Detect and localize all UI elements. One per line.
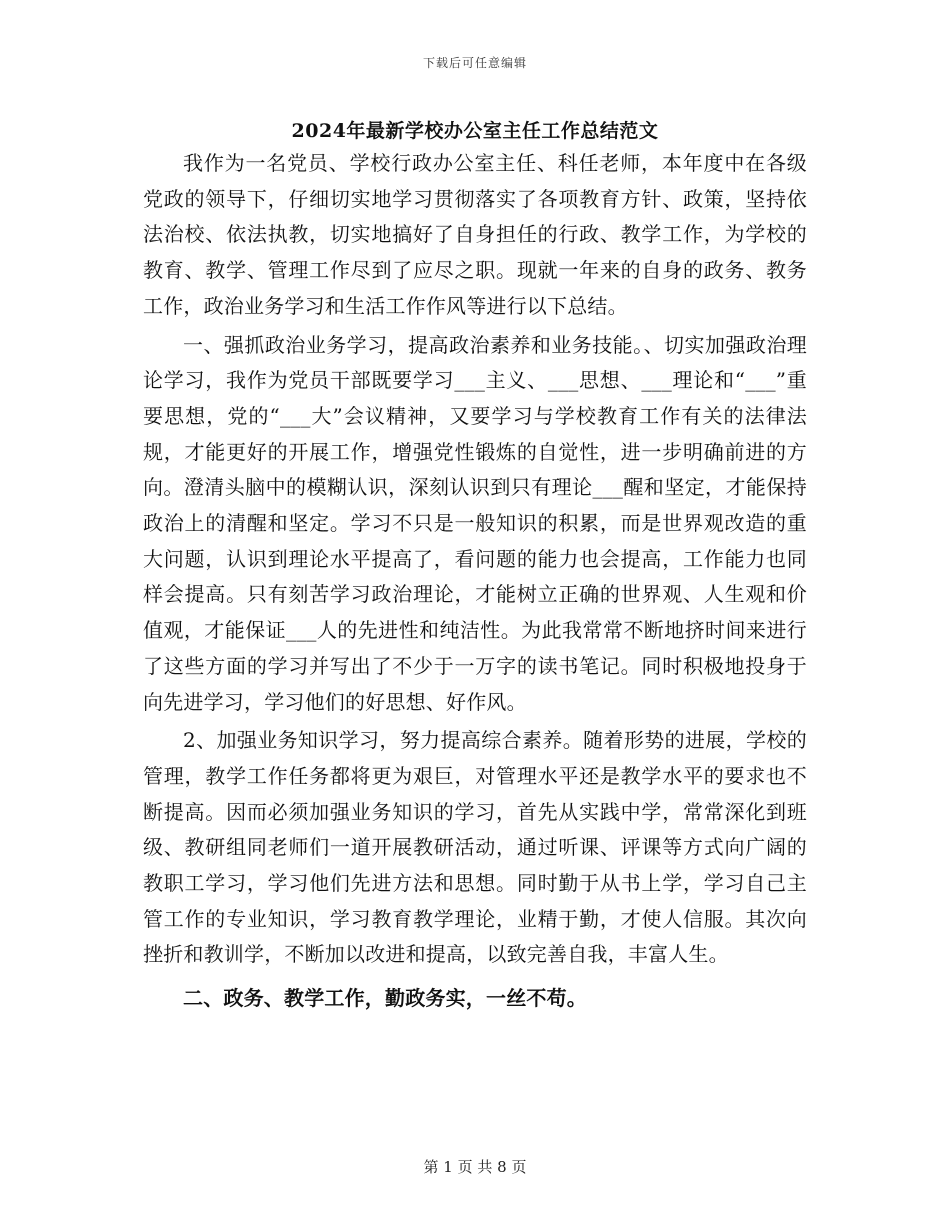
paragraph-intro: 我作为一名党员、学校行政办公室主任、科任老师，本年度中在各级党政的领导下，仔细切实地学习贯彻落实了各项教育方针、政策，坚持依法治校、依法执教，切实地搞好了自身担任的行政、教学工作，为学校的教育、教学、管理工作尽到了应尽之职。现就一年来的自身的政务、教务工作，政治业务学习和生活工作作风等进行以下总结。 <box>143 151 807 318</box>
document-title: 2024年最新学校办公室主任工作总结范文 <box>291 120 659 142</box>
page-number-indicator: 第 1 页 共 8 页 <box>423 1158 527 1176</box>
section-heading: 二、政务、教学工作，勤政务实，一丝不苟。 <box>183 986 587 1011</box>
paragraph-business-study: 2、加强业务知识学习，努力提高综合素养。随着形势的进展，学校的管理，教学工作任务都将更为艰巨，对管理水平还是教学水平的要求也不断提高。因而必须加强业务知识的学习，首先从实践中学，常常深化到班级、教研组同老师们一道开展教研活动，通过听课、评课等方式向广阔的教职工学习，学习他们先进方法和思想。同时勤于从书上学，学习自己主管工作的专业知识，学习教育教学理论，业精于勤，才使人信服。其次向挫折和教训学，不断加以改进和提高，以致完善自我，丰富人生。 <box>143 728 807 967</box>
page-header-note: 下载后可任意编辑 <box>422 56 527 70</box>
document-body <box>143 146 807 1017</box>
paragraph-political-study: 一、强抓政治业务学习，提高政治素养和业务技能。、切实加强政治理论学习，我作为党员干部既要学习___主义、___思想、___理论和“___”重要思想，党的“___大”会议精神，又要学习与学校教育工作有关的法律法规，才能更好的开展工作，增强党性锻炼的自觉性，进一步明确前进的方向。澄清头脑中的模糊认识，深刻认识到只有理论___醒和坚定，才能保持政治上的清醒和坚定。学习不只是一般知识的积累，而是世界观改造的重大问题，认识到理论水平提高了，看问题的能力也会提高，工作能力也同样会提高。只有刻苦学习政治理论，才能树立正确的世界观、人生观和价值观，才能保证___人的先进性和纯洁性。为此我常常不断地挤时间来进行了这些方面的学习并写出了不少于一万字的读书笔记。同时积极地投身于向先进学习，学习他们的好思想、好作风。 <box>143 332 807 714</box>
